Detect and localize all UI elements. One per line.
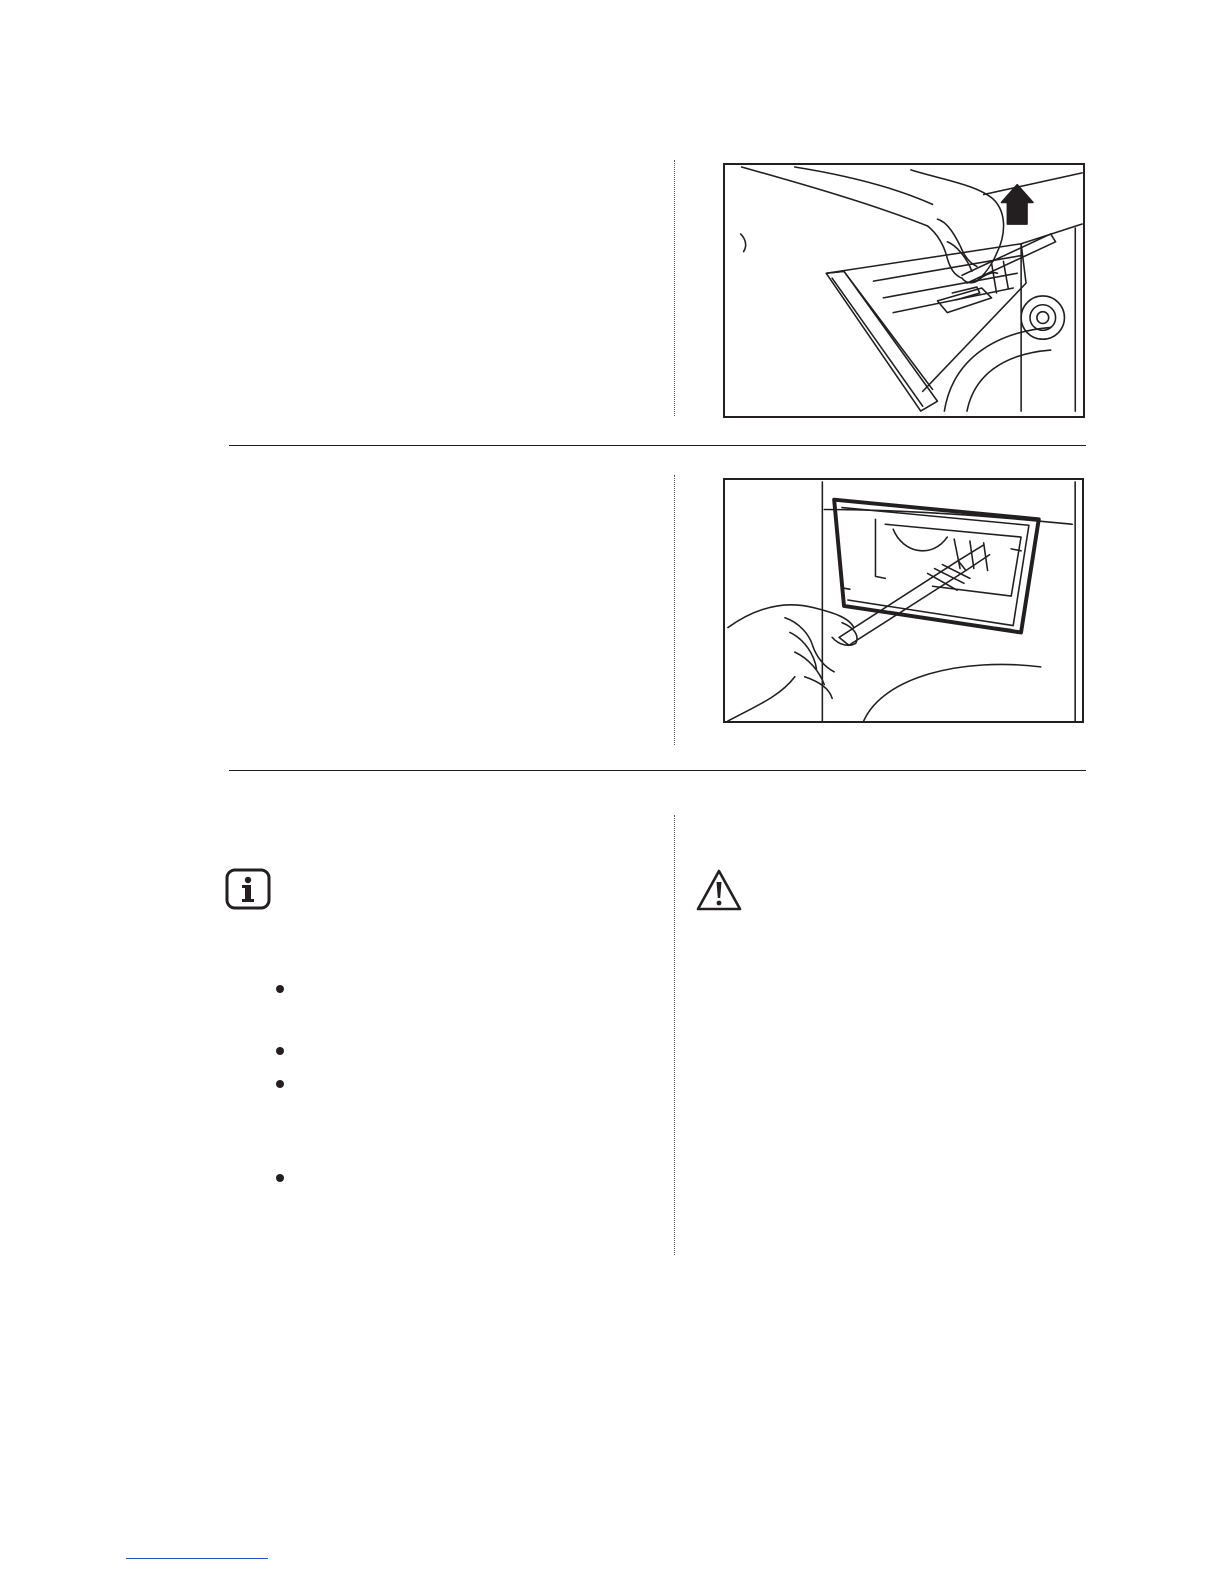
dispenser-removal-illustration — [723, 163, 1085, 418]
section-divider-2 — [229, 770, 1086, 771]
list-bullet — [276, 1174, 284, 1182]
column-divider-1 — [674, 160, 675, 416]
warning-triangle-icon — [695, 868, 743, 912]
info-icon — [225, 868, 271, 910]
column-divider-2 — [674, 475, 675, 745]
list-bullet — [276, 985, 284, 993]
section-divider-1 — [229, 445, 1086, 446]
list-bullet — [276, 1080, 284, 1088]
footer-link-underline[interactable] — [126, 1558, 268, 1559]
recess-cleaning-illustration — [723, 478, 1084, 723]
column-divider-3 — [674, 815, 675, 1255]
list-bullet — [276, 1047, 284, 1055]
